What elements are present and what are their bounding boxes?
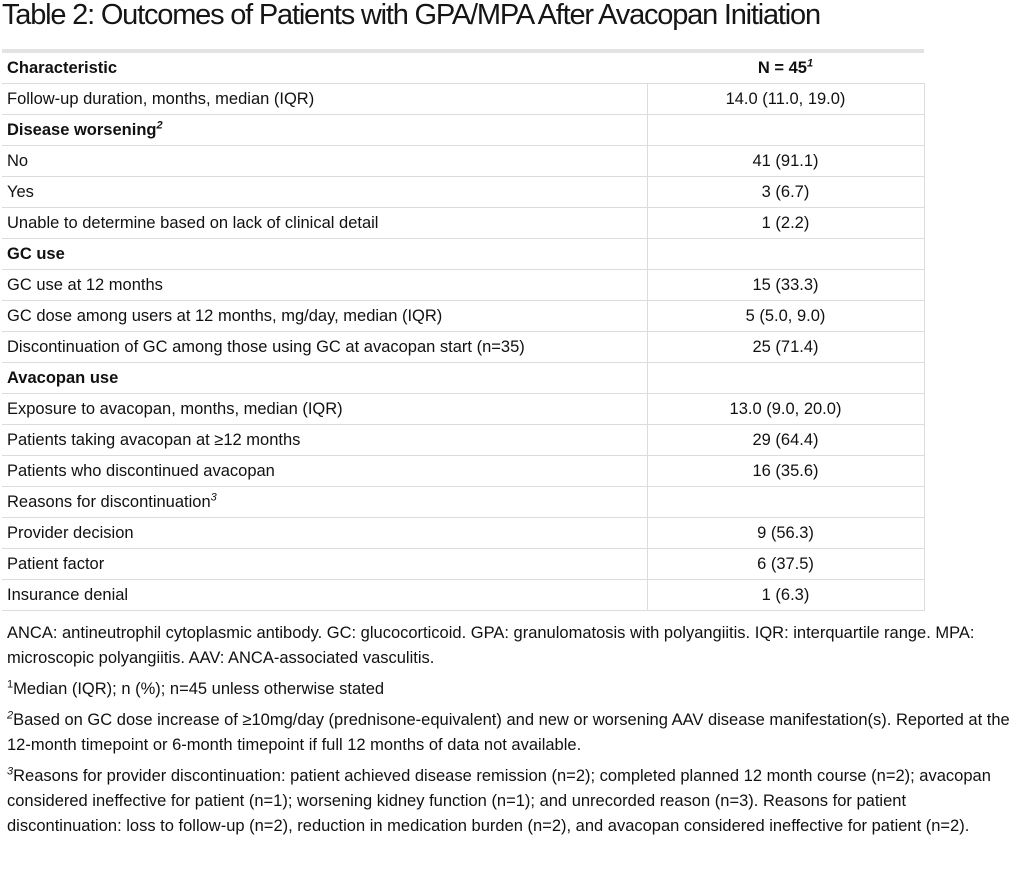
section-label	[2, 115, 647, 146]
table-row	[2, 84, 924, 115]
table-section-row	[2, 115, 924, 146]
row-label: GC use at 12 months	[2, 270, 647, 301]
table-row	[2, 270, 924, 301]
row-label: Discontinuation of GC among those using GC at avacopan start (n=35)	[2, 332, 647, 363]
row-value: 41 (91.1)	[647, 146, 924, 177]
row-label: Yes	[2, 177, 647, 208]
subsection-label-text: Reasons for discontinuation	[7, 492, 211, 511]
footnote-1-text: Median (IQR); n (%); n=45 unless otherwise stated	[13, 680, 385, 698]
table-row	[2, 580, 924, 611]
row-value	[647, 363, 924, 394]
footnote-marker: 3	[210, 491, 217, 503]
row-value: 6 (37.5)	[647, 549, 924, 580]
row-label: Follow-up duration, months, median (IQR)	[2, 84, 647, 115]
footnote-1	[7, 677, 1019, 702]
row-value	[647, 487, 924, 518]
row-label: Patient factor	[2, 549, 647, 580]
row-value: 13.0 (9.0, 20.0)	[647, 394, 924, 425]
row-label: Insurance denial	[2, 580, 647, 611]
row-label: Patients who discontinued avacopan	[2, 456, 647, 487]
row-label: Exposure to avacopan, months, median (IQR)	[2, 394, 647, 425]
row-value	[647, 239, 924, 270]
table-row	[2, 208, 924, 239]
footnote-marker: 2	[156, 119, 163, 131]
section-label: Avacopan use	[2, 363, 647, 394]
column-header-n-label: N = 45	[757, 58, 807, 77]
table-row	[2, 394, 924, 425]
footnote-2-marker: 2	[7, 709, 14, 722]
table-section-row	[2, 239, 924, 270]
footnote-2	[7, 708, 1019, 758]
row-value: 9 (56.3)	[647, 518, 924, 549]
row-label: Patients taking avacopan at ≥12 months	[2, 425, 647, 456]
row-value: 14.0 (11.0, 19.0)	[647, 84, 924, 115]
table-row	[2, 518, 924, 549]
table-title: Table 2: Outcomes of Patients with GPA/MPA After Avacopan Initiation	[2, 0, 820, 31]
table-section-row	[2, 363, 924, 394]
table-subsection-row	[2, 487, 924, 518]
footnote-1-marker: 1	[7, 678, 14, 691]
row-value: 29 (64.4)	[647, 425, 924, 456]
row-label: Provider decision	[2, 518, 647, 549]
row-value: 1 (2.2)	[647, 208, 924, 239]
row-value: 3 (6.7)	[647, 177, 924, 208]
subsection-label	[2, 487, 647, 518]
row-label: No	[2, 146, 647, 177]
row-value: 5 (5.0, 9.0)	[647, 301, 924, 332]
table-row	[2, 549, 924, 580]
table-row	[2, 301, 924, 332]
footnote-2-text: Based on GC dose increase of ≥10mg/day (prednisone-equivalent) and new or worsening AAV disease manifestation(s). Reported at the 12-month timepoint or 6-month timepoint if full 12 months of data not available.	[7, 711, 1010, 754]
row-label: Unable to determine based on lack of clinical detail	[2, 208, 647, 239]
table-row	[2, 332, 924, 363]
table-row	[2, 146, 924, 177]
table-row	[2, 456, 924, 487]
footnote-3-marker: 3	[7, 765, 14, 778]
section-label-text: Disease worsening	[7, 120, 157, 139]
row-value: 1 (6.3)	[647, 580, 924, 611]
column-header-n	[647, 51, 924, 84]
row-value: 25 (71.4)	[647, 332, 924, 363]
column-header-n-footnote-marker: 1	[806, 57, 814, 69]
table-footnotes	[7, 621, 1019, 845]
table-row	[2, 425, 924, 456]
footnote-3	[7, 764, 1019, 839]
footnote-3-text: Reasons for provider discontinuation: patient achieved disease remission (n=2); completed planned 12 month course (n=2); avacopan considered ineffective for patient (n=1); worsening kidney function (n=1); and unrecorded reason (n=3). Reasons for patient discontinuation: loss to follow-up (n=2), reduction in medication burden (n=2), and avacopan considered ineffective for patient (n=2).	[7, 767, 991, 835]
row-value: 16 (35.6)	[647, 456, 924, 487]
column-header-characteristic: Characteristic	[2, 51, 647, 84]
row-label: GC dose among users at 12 months, mg/day, median (IQR)	[2, 301, 647, 332]
section-label: GC use	[2, 239, 647, 270]
abbreviations-note: ANCA: antineutrophil cytoplasmic antibody. GC: glucocorticoid. GPA: granulomatosis with polyangiitis. IQR: interquartile range. MPA: microscopic polyangiitis. AAV: ANCA-associated vasculitis.	[7, 624, 975, 667]
outcomes-table	[2, 49, 925, 611]
table-header-row	[2, 51, 924, 84]
table-row	[2, 177, 924, 208]
row-value	[647, 115, 924, 146]
row-value: 15 (33.3)	[647, 270, 924, 301]
